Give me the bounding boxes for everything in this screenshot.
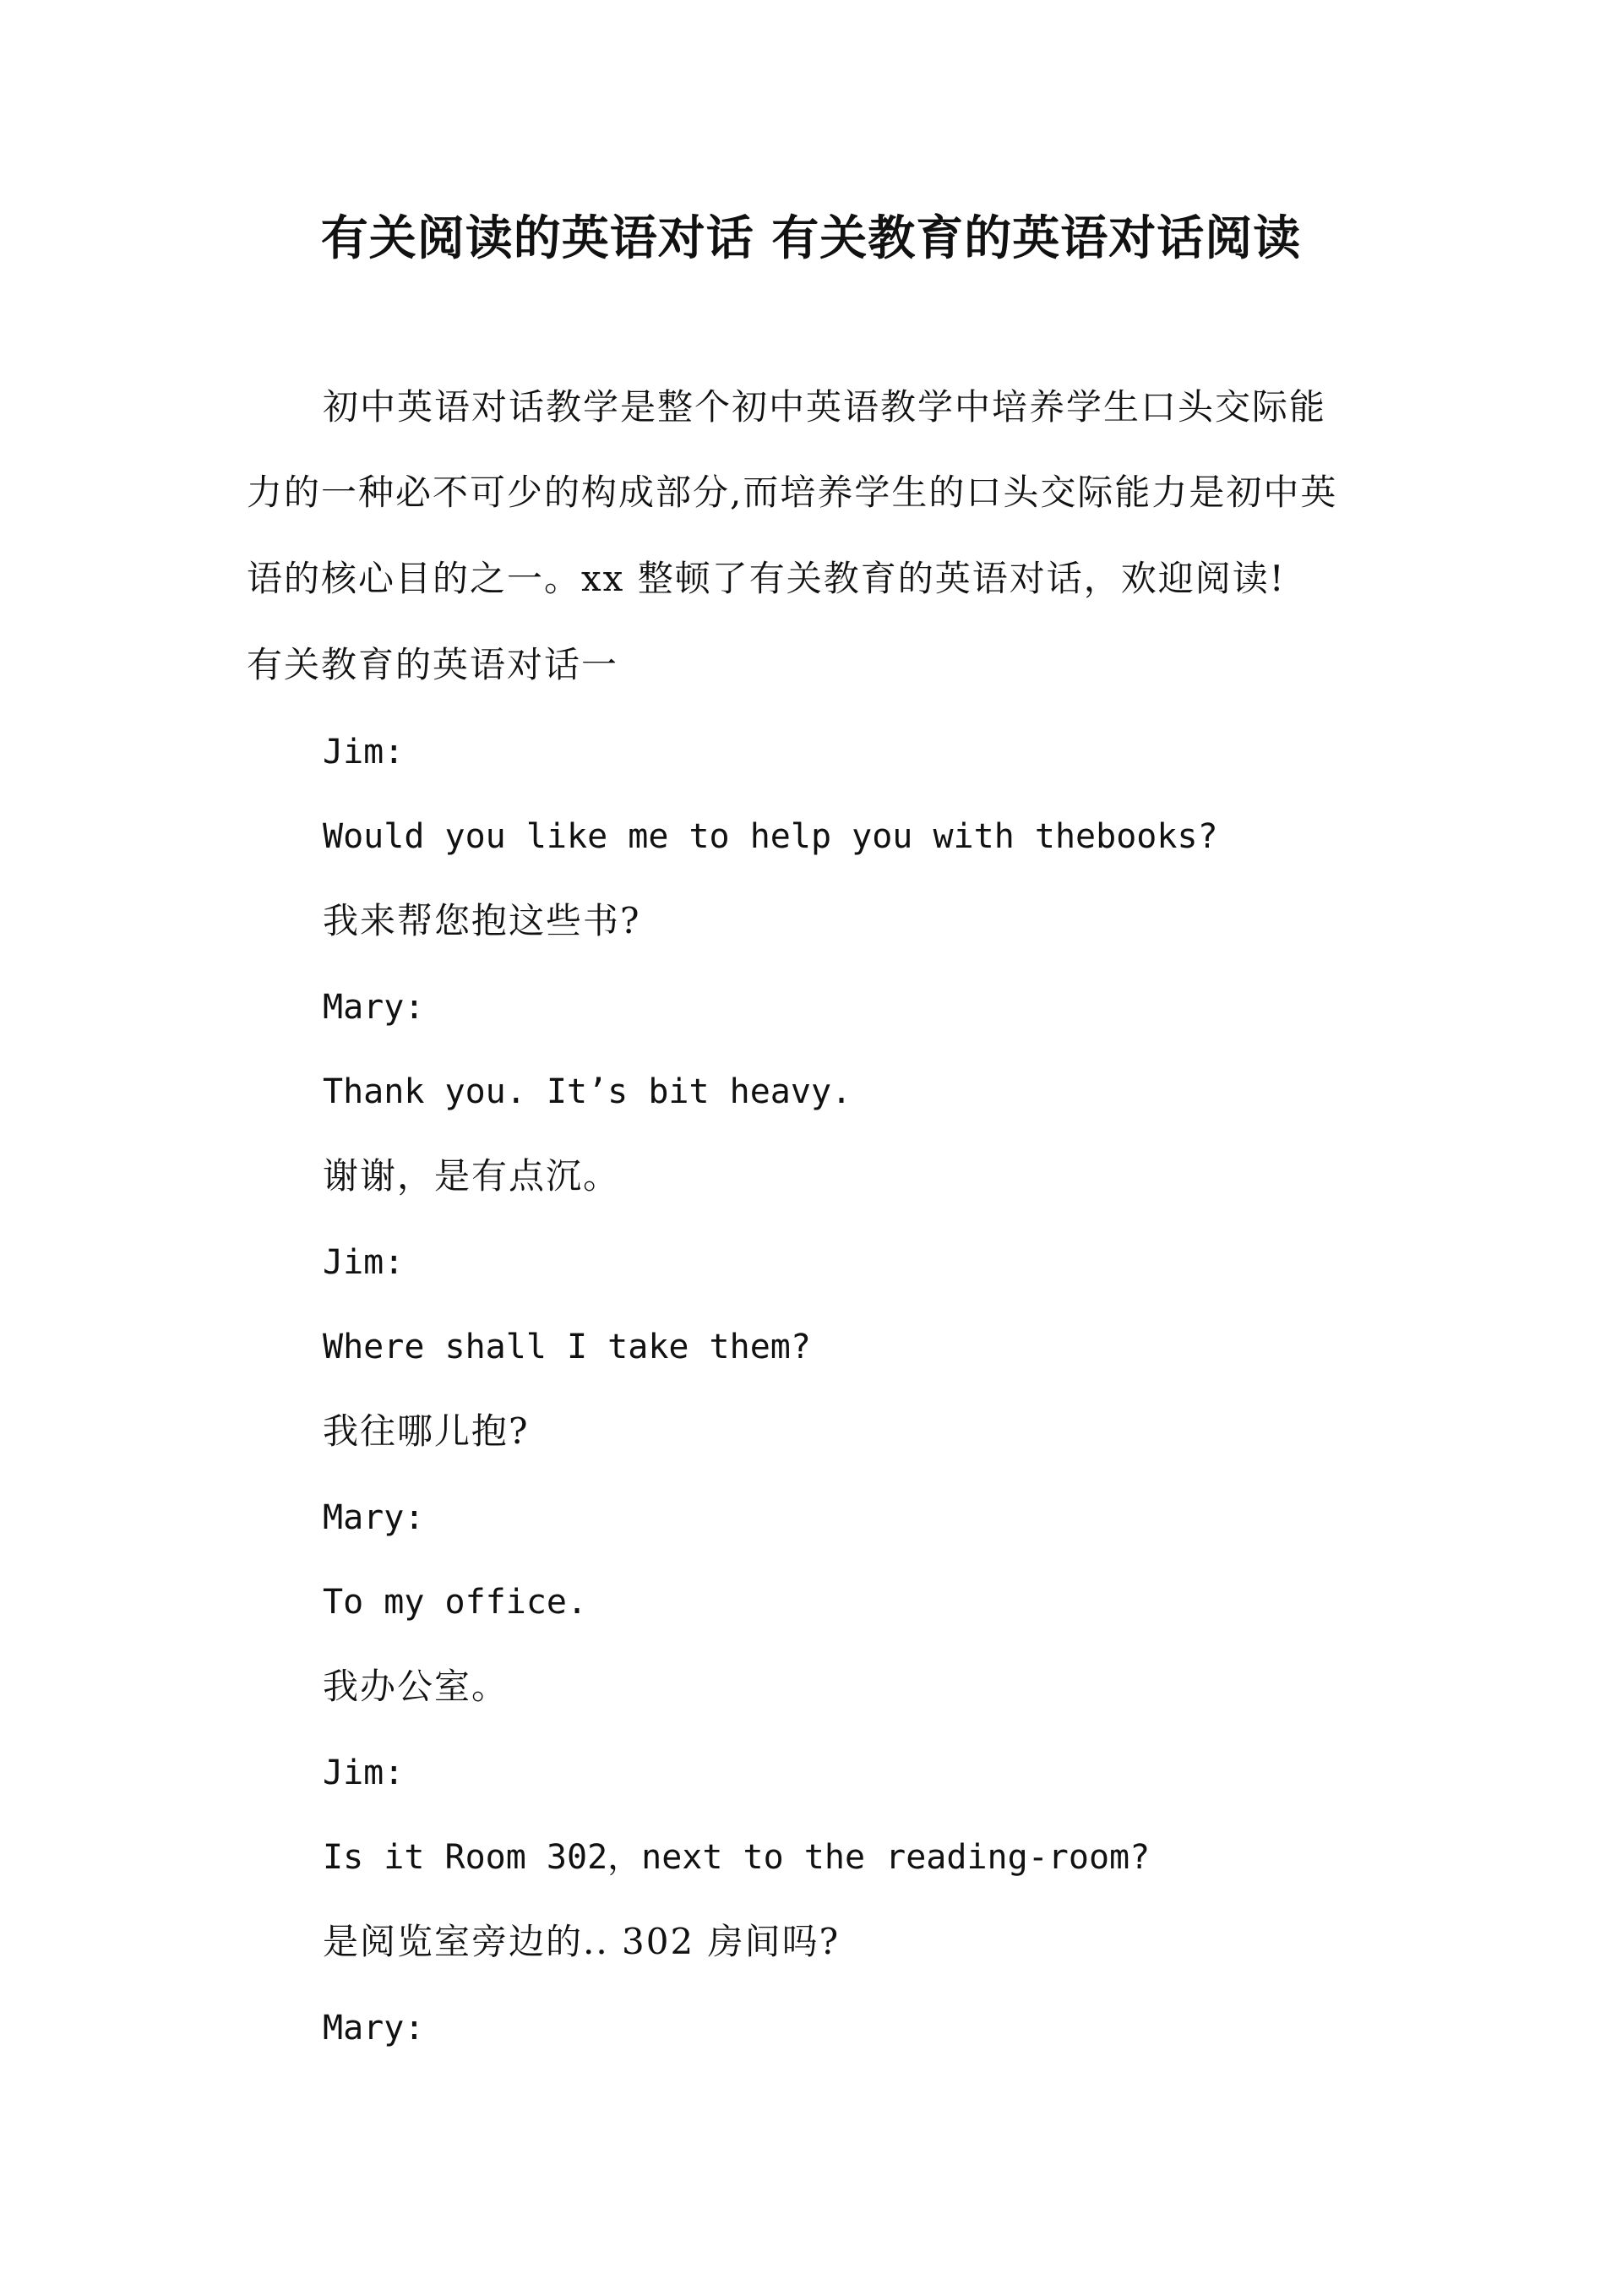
dialogue-chinese: 我往哪儿抱? <box>323 1410 530 1452</box>
section-heading: 有关教育的英语对话一 <box>247 644 619 685</box>
intro-line-2: 力的一种必不可少的构成部分,而培养学生的口头交际能力是初中英 <box>247 472 1338 513</box>
document-title: 有关阅读的英语对话 有关教育的英语对话阅读 <box>320 210 1302 266</box>
dialogue-chinese: 是阅览室旁边的.. 302 房间吗? <box>323 1921 841 1962</box>
dialogue-english: Where shall I take them? <box>323 1328 811 1366</box>
dialogue-english: To my office. <box>323 1583 588 1622</box>
dialogue-chinese: 我办公室。 <box>323 1666 509 1707</box>
dialogue-english: Is it Room 302，next to the reading-room? <box>323 1838 1151 1877</box>
dialogue-english: Would you like me to help you with thebooks? <box>323 817 1218 856</box>
dialogue-english: Thank you. It’s bit heavy. <box>323 1072 852 1111</box>
speaker-label: Jim: <box>323 1243 405 1282</box>
speaker-label: Mary: <box>323 1498 425 1537</box>
speaker-label: Jim: <box>323 733 405 772</box>
intro-line-1: 初中英语对话教学是整个初中英语教学中培养学生口头交际能 <box>323 386 1327 428</box>
speaker-label: Mary: <box>323 2009 425 2048</box>
dialogue-chinese: 谢谢，是有点沉。 <box>323 1155 621 1197</box>
intro-line-3: 语的核心目的之一。xx 整顿了有关教育的英语对话，欢迎阅读! <box>247 558 1286 599</box>
speaker-label: Mary: <box>323 988 425 1027</box>
speaker-label: Jim: <box>323 1753 405 1792</box>
dialogue-chinese: 我来帮您抱这些书? <box>323 900 641 941</box>
